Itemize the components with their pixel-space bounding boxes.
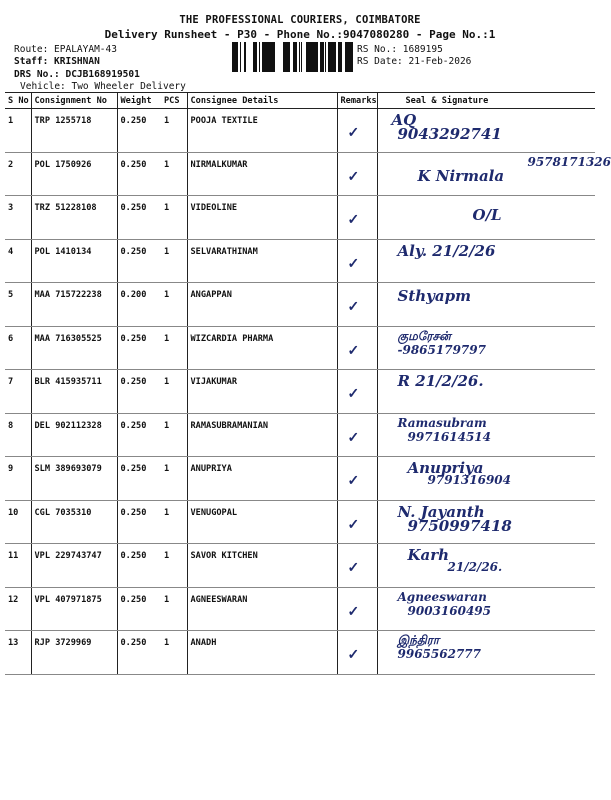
row-remarks <box>337 370 377 414</box>
handwritten-signature: Ramasubram <box>397 415 487 430</box>
row-signature <box>377 109 595 153</box>
handwritten-signature: இந்திரா <box>397 633 440 647</box>
table-row <box>5 544 595 588</box>
table-row <box>5 370 595 414</box>
row-remarks <box>337 239 377 283</box>
checkmark-icon: ✓ <box>347 603 360 620</box>
row-pcs: 1 <box>161 587 187 631</box>
row-weight: 0.250 <box>117 457 161 501</box>
row-remarks <box>337 109 377 153</box>
handwritten-signature: AQ <box>391 111 417 129</box>
row-signature <box>377 326 595 370</box>
handwritten-note: 9043292741 <box>397 125 502 143</box>
row-consignee: VENUGOPAL <box>187 500 337 544</box>
row-consignment: POL 1410134 <box>31 239 117 283</box>
handwritten-signature: Sthyapm <box>397 287 471 305</box>
row-remarks <box>337 326 377 370</box>
row-consignee: VIJAKUMAR <box>187 370 337 414</box>
row-pcs: 1 <box>161 109 187 153</box>
row-consignment: BLR 415935711 <box>31 370 117 414</box>
row-sno: 12 <box>5 587 31 631</box>
row-consignee: AGNEESWARAN <box>187 587 337 631</box>
row-consignee: SELVARATHINAM <box>187 239 337 283</box>
row-consignee: RAMASUBRAMANIAN <box>187 413 337 457</box>
company-title: THE PROFESSIONAL COURIERS, COIMBATORE <box>179 14 421 26</box>
row-signature <box>377 239 595 283</box>
handwritten-note: 9791316904 <box>427 473 511 487</box>
row-pcs: 1 <box>161 283 187 327</box>
checkmark-icon: ✓ <box>347 342 360 359</box>
row-consignee: ANADH <box>187 631 337 675</box>
row-remarks <box>337 544 377 588</box>
row-weight: 0.250 <box>117 196 161 240</box>
table-header <box>5 93 595 109</box>
row-sno: 5 <box>5 283 31 327</box>
handwritten-note: 9003160495 <box>407 603 491 618</box>
row-consignee: VIDEOLINE <box>187 196 337 240</box>
col-consignee: Consignee Details <box>187 93 337 109</box>
staff-label: Staff: KRISHNAN <box>14 56 100 67</box>
row-sno: 2 <box>5 152 31 196</box>
col-seal-signature: Seal & Signature <box>377 93 595 109</box>
table-row <box>5 631 595 675</box>
row-sno: 3 <box>5 196 31 240</box>
row-sno: 4 <box>5 239 31 283</box>
row-consignment: TRZ 51228108 <box>31 196 117 240</box>
row-weight: 0.250 <box>117 239 161 283</box>
checkmark-icon: ✓ <box>347 299 360 315</box>
row-weight: 0.250 <box>117 109 161 153</box>
barcode-image <box>230 42 352 72</box>
table-row <box>5 196 595 240</box>
row-consignment: VPL 407971875 <box>31 587 117 631</box>
checkmark-icon: ✓ <box>347 516 360 533</box>
row-remarks <box>337 457 377 501</box>
row-consignment: TRP 1255718 <box>31 109 117 153</box>
row-weight: 0.200 <box>117 283 161 327</box>
table-row <box>5 283 595 327</box>
row-sno: 7 <box>5 370 31 414</box>
table-row <box>5 152 595 196</box>
row-signature <box>377 152 611 196</box>
drs-label: DRS No.: DCJB168919501 <box>14 69 140 80</box>
row-remarks <box>337 196 377 240</box>
row-weight: 0.250 <box>117 544 161 588</box>
handwritten-signature: Anupriya <box>407 459 484 477</box>
row-consignment: RJP 3729969 <box>31 631 117 675</box>
row-remarks <box>337 500 377 544</box>
table-row <box>5 413 595 457</box>
row-weight: 0.250 <box>117 587 161 631</box>
handwritten-note: K Nirmala <box>417 166 505 185</box>
col-consignment: Consignment No <box>31 93 117 109</box>
handwritten-signature: R 21/2/26. <box>397 372 484 390</box>
row-pcs: 1 <box>161 326 187 370</box>
row-remarks <box>337 413 377 457</box>
handwritten-signature: N. Jayanth <box>397 502 485 521</box>
handwritten-note: 21/2/26. <box>447 560 503 574</box>
row-pcs: 1 <box>161 152 187 196</box>
vehicle-label: Vehicle: Two Wheeler Delivery <box>20 81 186 92</box>
checkmark-icon: ✓ <box>347 429 360 446</box>
row-consignment: MAA 716305525 <box>31 326 117 370</box>
row-consignment: CGL 7035310 <box>31 500 117 544</box>
checkmark-icon: ✓ <box>347 168 360 185</box>
row-consignee: SAVOR KITCHEN <box>187 544 337 588</box>
row-weight: 0.250 <box>117 413 161 457</box>
col-remarks: Remarks <box>337 93 377 109</box>
row-sno: 13 <box>5 631 31 675</box>
col-sno: S No <box>5 93 31 109</box>
row-sno: 10 <box>5 500 31 544</box>
handwritten-signature: Karh <box>407 546 450 564</box>
checkmark-icon: ✓ <box>347 473 360 489</box>
table-row <box>5 239 595 283</box>
handwritten-note: 9750997418 <box>407 516 512 535</box>
row-signature <box>377 544 595 588</box>
checkmark-icon: ✓ <box>347 560 360 576</box>
row-weight: 0.250 <box>117 152 161 196</box>
table-row <box>5 326 595 370</box>
row-consignment: POL 1750926 <box>31 152 117 196</box>
handwritten-signature: 9578171326 <box>527 154 611 169</box>
table-row <box>5 587 595 631</box>
runsheet-subtitle: Delivery Runsheet - P30 - Phone No.:9047080280 - Page No.:1 <box>104 28 496 41</box>
row-sno: 9 <box>5 457 31 501</box>
row-signature <box>377 500 595 544</box>
checkmark-icon: ✓ <box>347 647 360 663</box>
row-signature <box>377 370 595 414</box>
row-consignment: SLM 389693079 <box>31 457 117 501</box>
row-sno: 8 <box>5 413 31 457</box>
row-signature <box>377 631 595 675</box>
row-consignment: MAA 715722238 <box>31 283 117 327</box>
handwritten-signature: Aly. 21/2/26 <box>397 241 496 260</box>
checkmark-icon: ✓ <box>347 212 360 228</box>
table-row <box>5 109 595 153</box>
handwritten-note: -9865179797 <box>397 342 486 357</box>
table-row <box>5 500 595 544</box>
checkmark-icon: ✓ <box>347 125 360 141</box>
handwritten-note: 9965562777 <box>397 647 481 661</box>
row-consignee: ANGAPPAN <box>187 283 337 327</box>
row-remarks <box>337 152 377 196</box>
row-signature <box>377 457 595 501</box>
row-consignment: VPL 229743747 <box>31 544 117 588</box>
row-pcs: 1 <box>161 370 187 414</box>
row-sno: 6 <box>5 326 31 370</box>
row-pcs: 1 <box>161 631 187 675</box>
row-consignee: POOJA TEXTILE <box>187 109 337 153</box>
row-sno: 11 <box>5 544 31 588</box>
delivery-table <box>5 92 611 675</box>
row-signature <box>377 196 595 240</box>
col-pcs: PCS <box>161 93 187 109</box>
row-signature <box>377 283 595 327</box>
row-consignee: ANUPRIYA <box>187 457 337 501</box>
row-weight: 0.250 <box>117 326 161 370</box>
col-weight: Weight <box>117 93 161 109</box>
row-signature <box>377 413 595 457</box>
row-consignee: WIZCARDIA PHARMA <box>187 326 337 370</box>
row-remarks <box>337 631 377 675</box>
row-pcs: 1 <box>161 544 187 588</box>
handwritten-note: O/L <box>472 206 502 224</box>
row-weight: 0.250 <box>117 631 161 675</box>
row-pcs: 1 <box>161 500 187 544</box>
row-signature <box>377 587 595 631</box>
handwritten-signature: குமரேசன் <box>397 328 451 343</box>
row-weight: 0.250 <box>117 370 161 414</box>
row-pcs: 1 <box>161 413 187 457</box>
row-consignment: DEL 902112328 <box>31 413 117 457</box>
row-pcs: 1 <box>161 457 187 501</box>
row-pcs: 1 <box>161 196 187 240</box>
rs-number: RS No.: 1689195 <box>357 44 443 55</box>
row-pcs: 1 <box>161 239 187 283</box>
row-sno: 1 <box>5 109 31 153</box>
handwritten-signature: Agneeswaran <box>397 589 487 604</box>
row-consignee: NIRMALKUMAR <box>187 152 337 196</box>
row-remarks <box>337 283 377 327</box>
row-weight: 0.250 <box>117 500 161 544</box>
handwritten-note: 9971614514 <box>407 429 491 444</box>
table-row <box>5 457 595 501</box>
rs-date: RS Date: 21-Feb-2026 <box>357 56 472 67</box>
checkmark-icon: ✓ <box>347 255 360 272</box>
row-remarks <box>337 587 377 631</box>
route-label: Route: EPALAYAM-43 <box>14 44 117 55</box>
checkmark-icon: ✓ <box>347 386 360 402</box>
